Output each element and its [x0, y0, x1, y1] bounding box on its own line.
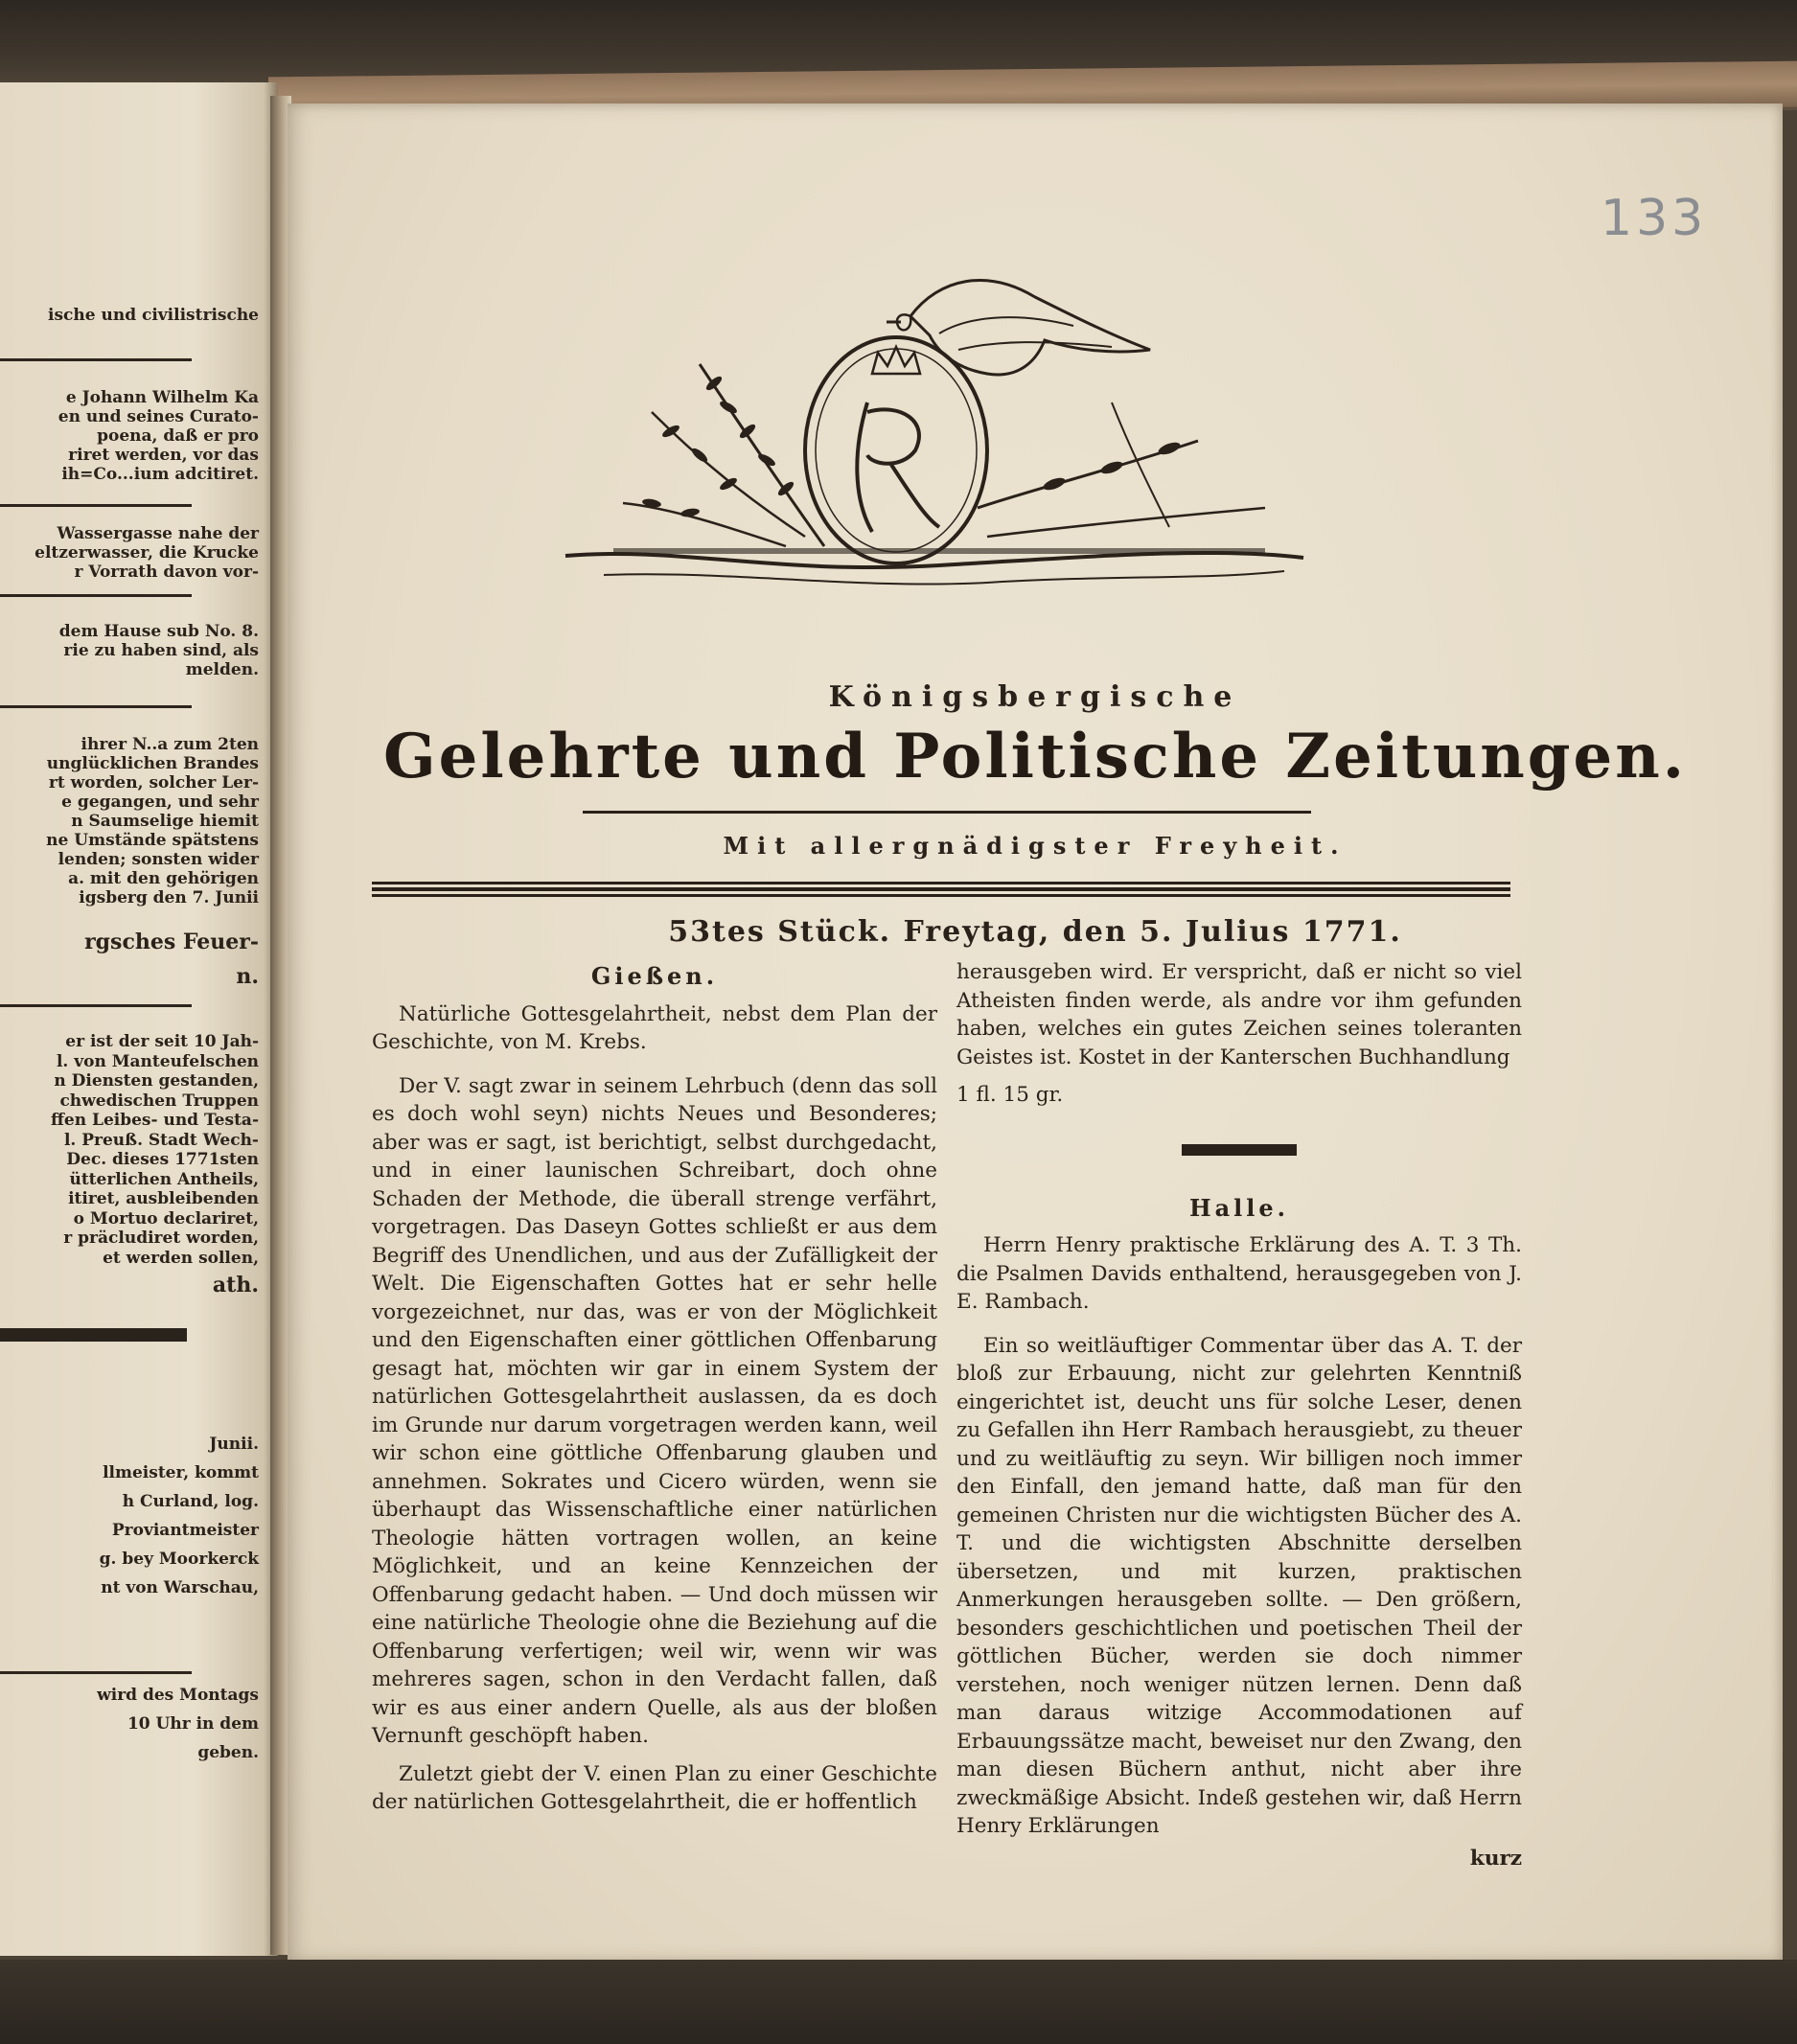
left-column	[372, 958, 937, 1826]
section-separator	[1182, 1144, 1297, 1156]
left-page-line: r Vorrath davon vor-	[74, 563, 259, 582]
left-page-line: ne Umstände spätstens	[46, 831, 259, 850]
left-page-line: 10 Uhr in dem	[127, 1714, 259, 1734]
left-page-line: Junii.	[209, 1435, 259, 1454]
left-page-rule	[0, 594, 192, 597]
left-page-line: rie zu haben sind, als	[63, 641, 259, 660]
left-page-line: er ist der seit 10 Jah-	[65, 1032, 259, 1051]
left-page-line: ütterlichen Antheils,	[69, 1169, 259, 1189]
left-page-line: llmeister, kommt	[103, 1463, 259, 1482]
left-page-line: Proviantmeister	[111, 1521, 259, 1540]
left-page-line: melden.	[185, 660, 259, 679]
left-page-line: n Saumselige hiemit	[71, 812, 259, 831]
left-page-rule	[0, 504, 192, 507]
left-page-line: wird des Montags	[97, 1686, 259, 1705]
scan-background	[0, 1960, 1797, 2044]
left-page-line: e Johann Wilhelm Ka	[65, 388, 259, 407]
masthead-subtitle: Königsbergische	[828, 680, 1242, 714]
left-page-line: e gegangen, und sehr	[61, 792, 259, 812]
review-paragraph: Der V. sagt zwar in seinem Lehrbuch (denn das soll es doch wohl seyn) nichts Neues und Besonderes; aber was er sagt, ist berichtigt, selbst durchgedacht, und in einer launischen Schreibart, doch ohne Schaden der Methode, die überall strenge verfährt, vorgetragen. Das Daseyn Gottes schließt er aus dem Begriff des Unendlichen, und aus der Zufälligkeit der Welt. Die Eigenschaften Gottes hat er sehr helle vorgezeichnet, nur das, was er von der Möglichkeit und den Eigenschaften einer göttlichen Offenbarung gesagt hat, möchten wir gar in einem System der natürlichen Gottesgelahrtheit auslassen, da es doch im Grunde nur darum vorgetragen werden kann, weil wir schon eine göttliche Offenbarung glauben und annehmen. Sokrates und Cicero würden, wenn sie überhaupt das Wissenschaftliche einer natürlichen Theologie hätten vortragen wollen, an keine Möglichkeit, und an keine Kennzeichen der Offenbarung gedacht haben. — Und doch müssen wir eine natürliche Theologie ohne die Beziehung auf die Offenbarung verfertigen; weil wir, wenn wir was mehreres sagen, schon in den Verdacht fallen, daß wir es aus einer andern Quelle, als aus der bloßen Vernunft geschöpft haben.	[372, 1073, 937, 1748]
left-page-line: o Mortuo declariret,	[73, 1208, 259, 1229]
left-page-line: unglücklichen Brandes	[46, 754, 259, 773]
masthead-title: Gelehrte und Politische Zeitungen.	[382, 721, 1688, 792]
left-page-line: ihrer N..a zum 2ten	[81, 735, 259, 754]
left-page-rule	[0, 358, 192, 361]
left-page-line: ische und civilistrische	[48, 306, 259, 325]
left-page-line: rt worden, solcher Ler-	[48, 773, 259, 792]
left-page-line: lenden; sonsten wider	[58, 850, 259, 869]
review-paragraph: Zuletzt giebt der V. einen Plan zu einer Geschichte der natürlichen Gottesgelahrtheit, die er hoffentlich	[372, 1761, 937, 1814]
left-page-line: g. bey Moorkerck	[99, 1550, 259, 1569]
left-page-line: igsberg den 7. Junii	[79, 888, 259, 907]
left-page	[0, 82, 278, 1956]
left-page-line: itiret, ausbleibenden	[68, 1189, 259, 1208]
masthead-vignette-icon	[537, 259, 1332, 632]
left-page-line: poena, daß er pro	[97, 426, 259, 446]
catchword: kurz	[1469, 1846, 1522, 1871]
left-page-heading: rgsches Feuer-	[84, 930, 259, 954]
left-page-line: dem Hause sub No. 8.	[58, 622, 259, 641]
price-note: 1 fl. 15 gr.	[956, 1083, 1064, 1107]
review-title-henry: Herrn Henry praktische Erklärung des A. T. 3 Th. die Psalmen Davids enthaltend, herausgegeben von J. E. Rambach.	[956, 1233, 1522, 1314]
right-column	[956, 958, 1522, 1872]
left-page-line: riret werden, vor das	[68, 446, 259, 465]
left-page-rule	[0, 1004, 192, 1007]
section-heading-halle: Halle.	[1188, 1193, 1290, 1222]
left-page-line: ih=Co...ium adcitiret.	[61, 465, 259, 484]
left-page-rule	[0, 1671, 192, 1674]
left-page-rule	[0, 705, 192, 708]
left-page-line: eltzerwasser, die Krucke	[35, 543, 259, 563]
section-heading-giessen: Gießen.	[590, 962, 719, 990]
left-page-line: nt von Warschau,	[101, 1578, 259, 1597]
left-page-line: geben.	[197, 1743, 259, 1762]
left-page-line: Dec. dieses 1771sten	[66, 1150, 259, 1169]
left-page-line: et werden sollen,	[103, 1248, 259, 1268]
masthead-double-rule	[372, 882, 1510, 897]
page-number: 133	[1601, 190, 1708, 247]
privilege-line: Mit allergnädigster Freyheit.	[723, 832, 1348, 860]
left-page-line: en und seines Curato-	[58, 407, 259, 426]
left-page-line: l. Preuß. Stadt Wech-	[63, 1130, 259, 1150]
review-title-krebs: Natürliche Gottesgelahrtheit, nebst dem Plan der Geschichte, von M. Krebs.	[372, 1001, 937, 1054]
left-page-line: n Diensten gestanden,	[54, 1071, 259, 1091]
left-page-line: r präcludiret worden,	[63, 1229, 259, 1248]
left-page-line: a. mit den gehörigen	[68, 869, 259, 888]
left-page-heading: n.	[236, 964, 259, 989]
left-page-rule	[0, 1328, 187, 1342]
left-page-line: ffen Leibes- und Testa-	[50, 1111, 259, 1130]
left-page-heading: ath.	[212, 1273, 259, 1298]
masthead-rule	[583, 811, 1311, 814]
review-paragraph: Ein so weitläuftiger Commentar über das A. T. der bloß zur Erbauung, nicht zur gelehrten Kenntniß eingerichtet ist, deucht uns für solche Leser, denen zu Gefallen ihn Herr Rambach herausgiebt, zu theuer und zu weitläuftig zu seyn. Wir billigen noch immer den Einfall, den jemand hatte, daß man für den gemeinen Christen nur die wichtigsten Bücher des A. T. und die wichtigsten Abschnitte derselben übersetzen, und mit kurzen, praktischen Anmerkungen herausgeben sollte. — Den größern, besonders geschichtlichen und poetischen Theil der göttlichen Bücher, werden sie doch nimmer verstehen, noch weniger nützen lernen. Denn daß man daraus witzige Accommodationen auf Erbauungssätze macht, beweiset nur den Zwang, den man diesen Büchern anthut, nicht aber ihre zweckmäßige Absicht. Indeß gestehen wir, daß Herrn Henry Erklärungen	[956, 1333, 1522, 1838]
review-paragraph-continued: herausgeben wird. Er verspricht, daß er nicht so viel Atheisten finden werde, als andre vor ihm gefunden haben, welches ein gutes Zeichen seines toleranten Geistes ist. Kostet in der Kanterschen Buchhandlung	[956, 960, 1522, 1069]
left-page-line: Wassergasse nahe der	[57, 524, 259, 543]
left-page-line: h Curland, log.	[122, 1492, 259, 1511]
left-page-line: l. von Manteufelschen	[56, 1051, 259, 1071]
left-page-line: chwedischen Truppen	[59, 1091, 259, 1111]
issue-line: 53tes Stück. Freytag, den 5. Julius 1771.	[668, 915, 1402, 949]
